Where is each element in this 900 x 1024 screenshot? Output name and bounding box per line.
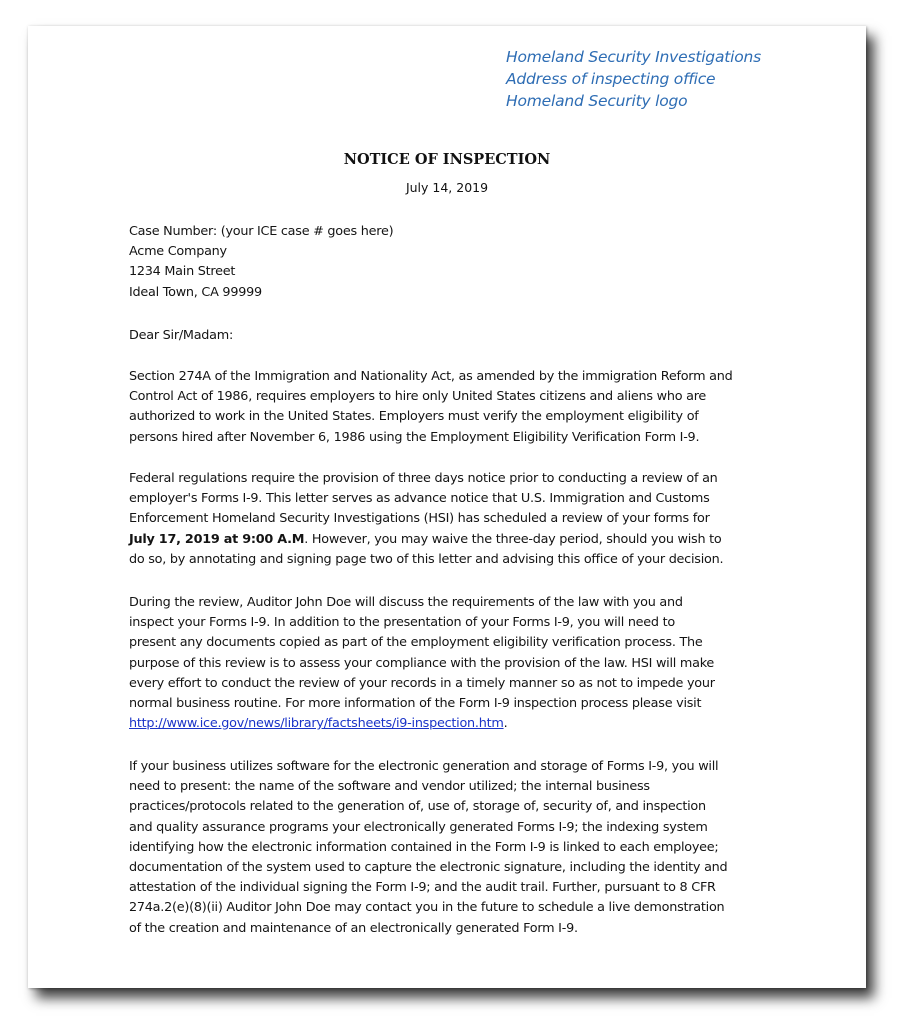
paragraph-line-rest: . However, you may waive the three-day period, should you wish to bbox=[304, 531, 722, 547]
paragraph-line: normal business routine. For more information of the Form I-9 inspection process please visit bbox=[129, 696, 702, 712]
paragraph-line: do so, by annotating and signing page two of this letter and advising this office of your decision. bbox=[129, 551, 724, 567]
paragraph-line bbox=[129, 714, 779, 734]
paragraph-line: inspect your Forms I-9. In addition to the presentation of your Forms I-9, you will need to bbox=[129, 615, 675, 631]
letterhead-logo-placeholder: Homeland Security logo bbox=[506, 92, 688, 110]
paragraph-3 bbox=[129, 593, 779, 734]
paragraph-line: employer's Forms I-9. This letter serves as advance notice that U.S. Immigration and Customs bbox=[129, 491, 710, 507]
paragraph-line: purpose of this review is to assess your compliance with the provision of the law. HSI will make bbox=[129, 655, 715, 671]
paragraph-line: and quality assurance programs your electronically generated Forms I-9; the indexing system bbox=[129, 819, 708, 835]
salutation-text: Dear Sir/Madam: bbox=[129, 328, 234, 343]
letterhead-agency: Homeland Security Investigations bbox=[506, 48, 762, 66]
salutation bbox=[129, 326, 779, 346]
paragraph-line: identifying how the electronic information contained in the Form I-9 is linked to each employee; bbox=[129, 839, 719, 855]
paragraph-line: During the review, Auditor John Doe will discuss the requirements of the law with you and bbox=[129, 595, 683, 610]
paragraph-line: persons hired after November 6, 1986 using the Employment Eligibility Verification Form I-9. bbox=[129, 429, 700, 445]
paragraph-4 bbox=[129, 757, 779, 939]
paragraph-line: 274a.2(e)(8)(ii) Auditor John Doe may contact you in the future to schedule a live demonstration bbox=[129, 900, 725, 916]
paragraph-1 bbox=[129, 367, 779, 448]
document-date: July 14, 2019 bbox=[405, 180, 489, 195]
document-page bbox=[28, 26, 866, 988]
street-address: 1234 Main Street bbox=[129, 264, 236, 280]
paragraph-line: Control Act of 1986, requires employers to hire only United States citizens and aliens who are bbox=[129, 389, 707, 405]
case-number: Case Number: (your ICE case # goes here) bbox=[129, 224, 394, 239]
city-state-zip: Ideal Town, CA 99999 bbox=[129, 284, 262, 300]
paragraph-line bbox=[129, 530, 779, 550]
recipient-address bbox=[129, 222, 779, 303]
paragraph-line: practices/protocols related to the generation of, use of, storage of, security of, and inspection bbox=[129, 799, 706, 815]
paragraph-line: Section 274A of the Immigration and Nationality Act, as amended by the immigration Reform and bbox=[129, 369, 733, 384]
letterhead bbox=[506, 46, 761, 112]
inspection-info-link[interactable]: http://www.ice.gov/news/library/factsheets/i9-inspection.htm bbox=[129, 716, 504, 732]
paragraph-line: documentation of the system used to capture the electronic signature, including the identity and bbox=[129, 860, 728, 876]
paragraph-line: every effort to conduct the review of your records in a timely manner so as not to impede your bbox=[129, 675, 715, 691]
document-title: NOTICE OF INSPECTION bbox=[343, 151, 551, 168]
letterhead-address: Address of inspecting office bbox=[506, 70, 716, 88]
paragraph-2 bbox=[129, 469, 779, 570]
paragraph-line: authorized to work in the United States. Employers must verify the employment eligibility of bbox=[129, 409, 699, 425]
link-period: . bbox=[503, 716, 508, 732]
paragraph-line: need to present: the name of the software and vendor utilized; the internal business bbox=[129, 779, 650, 795]
company-name: Acme Company bbox=[129, 244, 227, 260]
paragraph-line: of the creation and maintenance of an electronically generated Form I-9. bbox=[129, 920, 578, 936]
inspection-date-bold: July 17, 2019 at 9:00 A.M bbox=[129, 531, 305, 547]
paragraph-line: Federal regulations require the provision of three days notice prior to conducting a review of an bbox=[129, 471, 718, 486]
paragraph-line: Enforcement Homeland Security Investigations (HSI) has scheduled a review of your forms for bbox=[129, 511, 710, 527]
paragraph-line: If your business utilizes software for the electronic generation and storage of Forms I-9, you will bbox=[129, 759, 719, 774]
paragraph-line: attestation of the individual signing the Form I-9; and the audit trail. Further, pursuant to 8 CFR bbox=[129, 880, 716, 896]
paragraph-line: present any documents copied as part of the employment eligibility verification process. The bbox=[129, 635, 703, 651]
